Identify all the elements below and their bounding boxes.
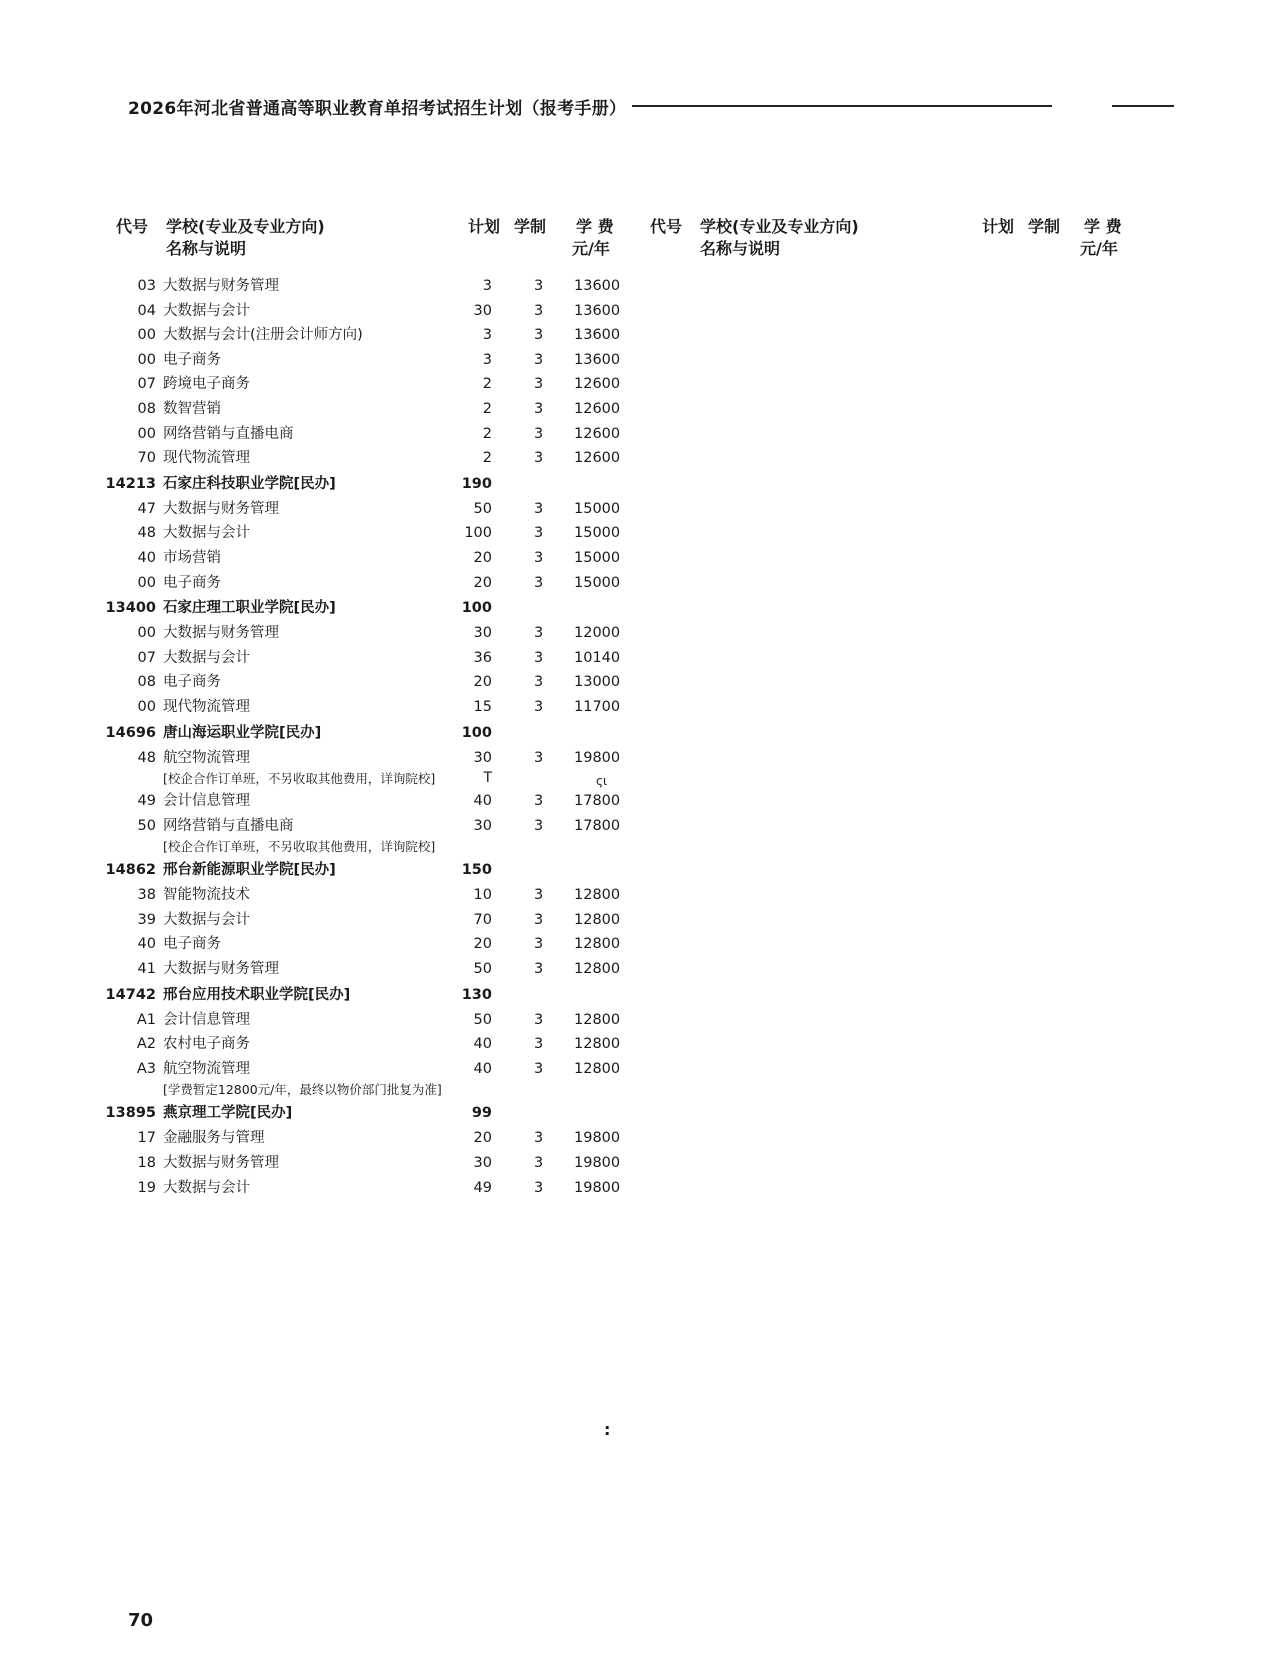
cell-fee: 11700 xyxy=(574,698,621,715)
cell-years: 3 xyxy=(534,400,544,417)
cell-code: 07 xyxy=(137,376,156,393)
cell-years: 3 xyxy=(534,749,544,766)
cell-code: 47 xyxy=(137,500,156,517)
cell-fee: 12000 xyxy=(574,625,621,642)
cell-name: 农村电子商务 xyxy=(163,1036,250,1053)
cell-fee: 13600 xyxy=(574,327,621,344)
cell-years: 3 xyxy=(534,574,544,591)
major-row xyxy=(108,1057,628,1082)
cell-plan: 30 xyxy=(473,817,492,834)
major-row xyxy=(108,957,628,982)
cell-name: 邢台新能源职业学院[民办] xyxy=(163,862,336,879)
cell-years: 3 xyxy=(534,1036,544,1053)
cell-plan: 15 xyxy=(473,698,492,715)
cell-fee: 15000 xyxy=(574,525,621,542)
cell-years: 3 xyxy=(534,887,544,904)
cell-name: 大数据与会计 xyxy=(163,525,250,542)
cell-name: 智能物流技术 xyxy=(163,887,250,904)
cell-code: 00 xyxy=(137,425,156,442)
school-row xyxy=(105,982,628,1008)
cell-plan: 3 xyxy=(482,351,492,368)
cell-fee: 15000 xyxy=(574,549,621,566)
col-code: 代号 xyxy=(116,217,149,236)
major-row xyxy=(108,908,628,933)
cell-fee: 12600 xyxy=(574,376,621,393)
cell-plan: 20 xyxy=(473,574,492,591)
cell-code: 04 xyxy=(137,302,156,319)
cell-plan: 30 xyxy=(473,1155,492,1172)
col-plan: 计划 xyxy=(982,217,1015,236)
cell-code: 50 xyxy=(137,817,156,834)
col-fee-unit: 元/年 xyxy=(572,239,610,258)
cell-name: 石家庄理工职业学院[民办] xyxy=(163,600,336,617)
major-row xyxy=(108,1126,628,1151)
cell-years: 3 xyxy=(534,1155,544,1172)
cell-name: 网络营销与直播电商 xyxy=(163,817,294,834)
col-code: 代号 xyxy=(650,217,683,236)
cell-years: 3 xyxy=(534,1060,544,1077)
cell-fee: 19800 xyxy=(574,1130,621,1147)
cell-name: 会计信息管理 xyxy=(163,793,250,810)
major-row xyxy=(108,348,628,373)
cell-plan: 50 xyxy=(473,500,492,517)
cell-fee: 17800 xyxy=(574,793,621,810)
row-note xyxy=(108,770,628,789)
cell-fee: 17800 xyxy=(574,817,621,834)
cell-name: 现代物流管理 xyxy=(163,450,250,467)
major-row xyxy=(108,695,628,720)
col-years: 学制 xyxy=(514,217,547,236)
cell-name: 航空物流管理 xyxy=(163,749,250,766)
note-text: [校企合作订单班，不另收取其他费用，详询院校] xyxy=(163,771,436,787)
cell-plan: 190 xyxy=(461,475,492,492)
cell-name: 燕京理工学院[民办] xyxy=(163,1105,293,1122)
cell-code: 41 xyxy=(137,961,156,978)
major-row xyxy=(108,546,628,571)
major-row xyxy=(108,446,628,471)
cell-code: 40 xyxy=(137,549,156,566)
cell-fee: 12800 xyxy=(574,1036,621,1053)
cell-plan: 40 xyxy=(473,1060,492,1077)
cell-code: 48 xyxy=(137,749,156,766)
cell-plan: 150 xyxy=(461,862,492,879)
cell-name: 电子商务 xyxy=(163,936,221,953)
major-row xyxy=(108,746,628,771)
cell-plan: 2 xyxy=(482,400,492,417)
cell-years: 3 xyxy=(534,376,544,393)
cell-plan: 30 xyxy=(473,749,492,766)
cell-years: 3 xyxy=(534,674,544,691)
cell-name: 航空物流管理 xyxy=(163,1060,250,1077)
page-number: 70 xyxy=(128,1610,154,1631)
cell-code: 13400 xyxy=(105,600,156,617)
cell-years: 3 xyxy=(534,327,544,344)
cell-years: 3 xyxy=(534,625,544,642)
cell-fee: 13600 xyxy=(574,278,621,294)
cell-fee: 19800 xyxy=(574,1179,621,1196)
school-row xyxy=(105,595,628,621)
cell-fee: 12600 xyxy=(574,425,621,442)
cell-plan: 30 xyxy=(473,625,492,642)
cell-name: 大数据与会计 xyxy=(163,911,250,928)
major-row xyxy=(108,621,628,646)
cell-plan: 10 xyxy=(473,887,492,904)
cell-code: 19 xyxy=(137,1179,156,1196)
major-row xyxy=(108,1008,628,1033)
major-row xyxy=(108,814,628,839)
cell-name: 现代物流管理 xyxy=(163,698,250,715)
row-note xyxy=(108,838,628,857)
col-fee-unit: 元/年 xyxy=(1080,239,1118,258)
left-column-header xyxy=(116,216,636,266)
cell-years: 3 xyxy=(534,698,544,715)
cell-years: 3 xyxy=(534,936,544,953)
col-name-sub: 名称与说明 xyxy=(700,239,781,258)
cell-name: 大数据与会计 xyxy=(163,649,250,666)
cell-plan: 20 xyxy=(473,549,492,566)
cell-fee: 12800 xyxy=(574,961,621,978)
cell-code: 00 xyxy=(137,574,156,591)
cell-fee: 12800 xyxy=(574,936,621,953)
cell-years: 3 xyxy=(534,351,544,368)
cell-code: A2 xyxy=(136,1036,156,1053)
cell-years: 3 xyxy=(534,1011,544,1028)
cell-code: 17 xyxy=(137,1130,156,1147)
cell-plan: 40 xyxy=(473,793,492,810)
major-row xyxy=(108,397,628,422)
cell-name: 数智营销 xyxy=(163,400,221,417)
cell-name: 电子商务 xyxy=(163,574,221,591)
major-row xyxy=(108,372,628,397)
major-row xyxy=(108,323,628,348)
note-fee: ςι xyxy=(596,774,608,789)
major-row xyxy=(108,932,628,957)
cell-plan: 36 xyxy=(473,649,492,666)
major-row xyxy=(108,1176,628,1201)
cell-years: 3 xyxy=(534,793,544,810)
cell-fee: 12600 xyxy=(574,450,621,467)
cell-plan: 20 xyxy=(473,1130,492,1147)
cell-plan: 49 xyxy=(473,1179,492,1196)
header-title: 2026年河北省普通高等职业教育单招考试招生计划（报考手册） xyxy=(128,98,627,119)
cell-plan: 20 xyxy=(473,674,492,691)
major-row xyxy=(108,1151,628,1176)
cell-name: 大数据与财务管理 xyxy=(163,1155,279,1172)
right-column-header xyxy=(650,216,1190,266)
major-row xyxy=(108,422,628,447)
cell-years: 3 xyxy=(534,425,544,442)
major-row xyxy=(108,646,628,671)
cell-code: 14742 xyxy=(105,986,156,1003)
cell-years: 3 xyxy=(534,549,544,566)
col-name-sub: 名称与说明 xyxy=(166,239,247,258)
cell-years: 3 xyxy=(534,525,544,542)
col-name: 学校(专业及专业方向) xyxy=(700,217,859,236)
cell-plan: 3 xyxy=(482,278,492,294)
note-plan: T xyxy=(483,770,492,787)
cell-plan: 40 xyxy=(473,1036,492,1053)
cell-name: 大数据与会计 xyxy=(163,1179,250,1196)
cell-code: 07 xyxy=(137,649,156,666)
running-header xyxy=(128,92,1128,120)
cell-code: 00 xyxy=(137,351,156,368)
cell-code: 00 xyxy=(137,327,156,344)
row-note xyxy=(108,1081,628,1100)
cell-code: 38 xyxy=(137,887,156,904)
cell-years: 3 xyxy=(534,278,544,294)
cell-code: 14213 xyxy=(105,475,156,492)
school-row xyxy=(105,720,628,746)
cell-years: 3 xyxy=(534,450,544,467)
cell-code: 03 xyxy=(137,278,156,294)
cell-fee: 12800 xyxy=(574,887,621,904)
cell-years: 3 xyxy=(534,1130,544,1147)
cell-plan: 130 xyxy=(461,986,492,1003)
cell-code: 40 xyxy=(137,936,156,953)
cell-plan: 100 xyxy=(464,525,492,542)
note-text: [学费暂定12800元/年，最终以物价部门批复为准] xyxy=(163,1082,442,1098)
major-row xyxy=(108,1032,628,1057)
col-fee: 学 费 xyxy=(576,217,614,236)
major-row xyxy=(108,299,628,324)
cell-name: 大数据与财务管理 xyxy=(163,500,279,517)
cell-fee: 19800 xyxy=(574,749,621,766)
cell-fee: 15000 xyxy=(574,500,621,517)
cell-name: 金融服务与管理 xyxy=(163,1130,265,1147)
major-row xyxy=(108,883,628,908)
col-plan: 计划 xyxy=(468,217,501,236)
cell-years: 3 xyxy=(534,961,544,978)
cell-years: 3 xyxy=(534,302,544,319)
cell-name: 市场营销 xyxy=(163,549,221,566)
cell-years: 3 xyxy=(534,500,544,517)
cell-fee: 10140 xyxy=(574,649,621,666)
cell-years: 3 xyxy=(534,911,544,928)
cell-plan: 3 xyxy=(482,327,492,344)
school-row xyxy=(105,1100,628,1126)
major-row xyxy=(108,521,628,546)
cell-plan: 20 xyxy=(473,936,492,953)
cell-name: 电子商务 xyxy=(163,351,221,368)
cell-code: A3 xyxy=(136,1060,156,1077)
cell-code: 00 xyxy=(137,698,156,715)
cell-code: 49 xyxy=(137,793,156,810)
cell-plan: 2 xyxy=(482,450,492,467)
cell-plan: 50 xyxy=(473,961,492,978)
cell-name: 网络营销与直播电商 xyxy=(163,425,294,442)
header-rule xyxy=(632,105,1052,107)
major-row xyxy=(108,571,628,596)
major-row xyxy=(108,274,628,299)
cell-name: 大数据与财务管理 xyxy=(163,961,279,978)
cell-plan: 2 xyxy=(482,376,492,393)
cell-name: 电子商务 xyxy=(163,674,221,691)
school-row xyxy=(105,857,628,883)
cell-code: 00 xyxy=(137,625,156,642)
school-row xyxy=(105,471,628,497)
cell-years: 3 xyxy=(534,649,544,666)
cell-name: 大数据与财务管理 xyxy=(163,278,279,294)
cell-fee: 19800 xyxy=(574,1155,621,1172)
cell-plan: 70 xyxy=(473,911,492,928)
cell-plan: 2 xyxy=(482,425,492,442)
cell-code: 48 xyxy=(137,525,156,542)
cell-fee: 15000 xyxy=(574,574,621,591)
cell-code: 39 xyxy=(137,911,156,928)
cell-name: 大数据与财务管理 xyxy=(163,625,279,642)
major-row xyxy=(108,497,628,522)
cell-plan: 99 xyxy=(471,1105,492,1122)
cell-code: 08 xyxy=(137,400,156,417)
cell-fee: 12800 xyxy=(574,1060,621,1077)
cell-plan: 100 xyxy=(461,600,492,617)
cell-name: 跨境电子商务 xyxy=(163,376,250,393)
cell-name: 会计信息管理 xyxy=(163,1011,250,1028)
cell-code: 14696 xyxy=(105,724,156,741)
cell-plan: 50 xyxy=(473,1011,492,1028)
cell-code: 14862 xyxy=(105,862,156,879)
stray-mark: : xyxy=(604,1420,611,1439)
cell-code: 18 xyxy=(137,1155,156,1172)
cell-code: 70 xyxy=(137,450,156,467)
major-row xyxy=(108,789,628,814)
cell-fee: 12800 xyxy=(574,911,621,928)
cell-plan: 100 xyxy=(461,724,492,741)
col-name: 学校(专业及专业方向) xyxy=(166,217,325,236)
cell-name: 邢台应用技术职业学院[民办] xyxy=(163,986,351,1003)
enrollment-table xyxy=(105,274,628,1200)
cell-code: 13895 xyxy=(105,1105,156,1122)
cell-fee: 12800 xyxy=(574,1011,621,1028)
cell-years: 3 xyxy=(534,817,544,834)
cell-fee: 13000 xyxy=(574,674,621,691)
cell-fee: 13600 xyxy=(574,351,621,368)
cell-name: 唐山海运职业学院[民办] xyxy=(163,724,322,741)
cell-fee: 12600 xyxy=(574,400,621,417)
cell-code: A1 xyxy=(136,1011,156,1028)
cell-name: 大数据与会计 xyxy=(163,302,250,319)
major-row xyxy=(108,670,628,695)
header-rule-short xyxy=(1112,105,1174,107)
col-fee: 学 费 xyxy=(1084,217,1122,236)
note-text: [校企合作订单班，不另收取其他费用，详询院校] xyxy=(163,839,436,855)
col-years: 学制 xyxy=(1028,217,1061,236)
cell-plan: 30 xyxy=(473,302,492,319)
cell-name: 大数据与会计(注册会计师方向) xyxy=(163,327,363,344)
cell-fee: 13600 xyxy=(574,302,621,319)
cell-code: 08 xyxy=(137,674,156,691)
cell-years: 3 xyxy=(534,1179,544,1196)
cell-name: 石家庄科技职业学院[民办] xyxy=(163,475,336,492)
